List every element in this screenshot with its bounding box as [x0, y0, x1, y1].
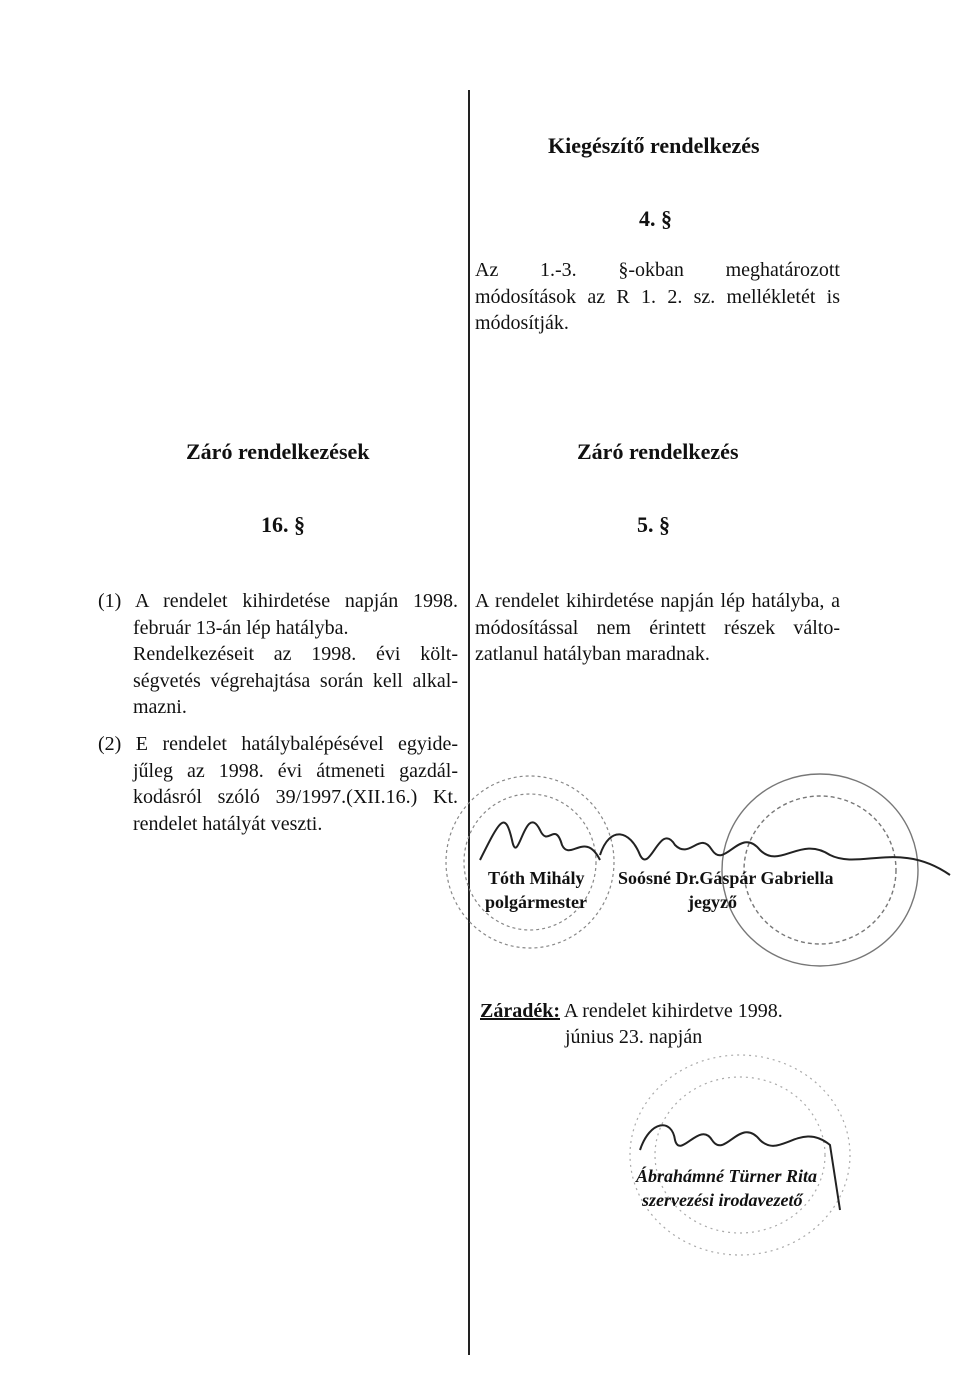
paragraph-16-2-line: rendelet hatályát veszti. [133, 812, 323, 835]
mayor-stamp [446, 776, 614, 948]
mayor-signature [480, 822, 600, 860]
paragraph-4-line: Az 1.-3. §-okban meghatározott [475, 259, 840, 281]
notary-title: jegyző [688, 892, 737, 912]
paragraph-5-line: módosítással nem érintett részek válto- [475, 616, 840, 639]
mayor-title: polgármester [485, 892, 587, 912]
heading-zaro-rendelkezes: Záró rendelkezés [577, 439, 739, 464]
mayor-name: Tóth Mihály [488, 868, 585, 888]
paragraph-16-2-line: kodásról szóló 39/1997.(XII.16.) Kt. [133, 786, 458, 808]
notary-name: Soósné Dr.Gáspár Gabriella [618, 868, 834, 888]
paragraph-16-1-line: ségvetés végrehajtása során kell alkal- [133, 669, 458, 692]
paragraph-4-line: módosítják. [475, 312, 569, 334]
paragraph-16-2-line: (2) E rendelet hatálybalépésével egyide- [98, 733, 458, 755]
section-5: 5. § [637, 512, 670, 537]
clause-label: Záradék: [480, 1000, 560, 1022]
clause [480, 1000, 783, 1023]
clause-text-line1: A rendelet kihirdetve 1998. [563, 1000, 783, 1022]
paragraph-5-line: zatlanul hatályban maradnak. [475, 643, 710, 665]
paragraph-16-1-line: Rendelkezéseit az 1998. évi költ- [133, 643, 458, 665]
paragraph-16-2-line: jűleg az 1998. évi átmeneti gazdál- [133, 759, 458, 782]
section-16: 16. § [261, 512, 305, 537]
paragraph-4-line: módosítások az R 1. 2. sz. mellékletét is [475, 285, 840, 308]
section-4: 4. § [639, 206, 672, 231]
paragraph-16-1-line: február 13-án lép hatályba. [133, 616, 349, 639]
clause-text-line2: június 23. napján [565, 1026, 703, 1048]
paragraph-5-line: A rendelet kihirdetése napján lép hatályba, a [475, 590, 840, 612]
head-name: Ábrahámné Türner Rita [636, 1166, 818, 1186]
paragraph-16-1-line: (1) A rendelet kihirdetése napján 1998. [98, 590, 458, 612]
clause-stamp [630, 1055, 850, 1255]
head-title: szervezési irodavezető [642, 1190, 803, 1210]
heading-zaro-rendelkezesek: Záró rendelkezések [186, 439, 370, 464]
paragraph-16-1-line: mazni. [133, 696, 187, 718]
heading-kiegeszito: Kiegészítő rendelkezés [548, 133, 760, 158]
